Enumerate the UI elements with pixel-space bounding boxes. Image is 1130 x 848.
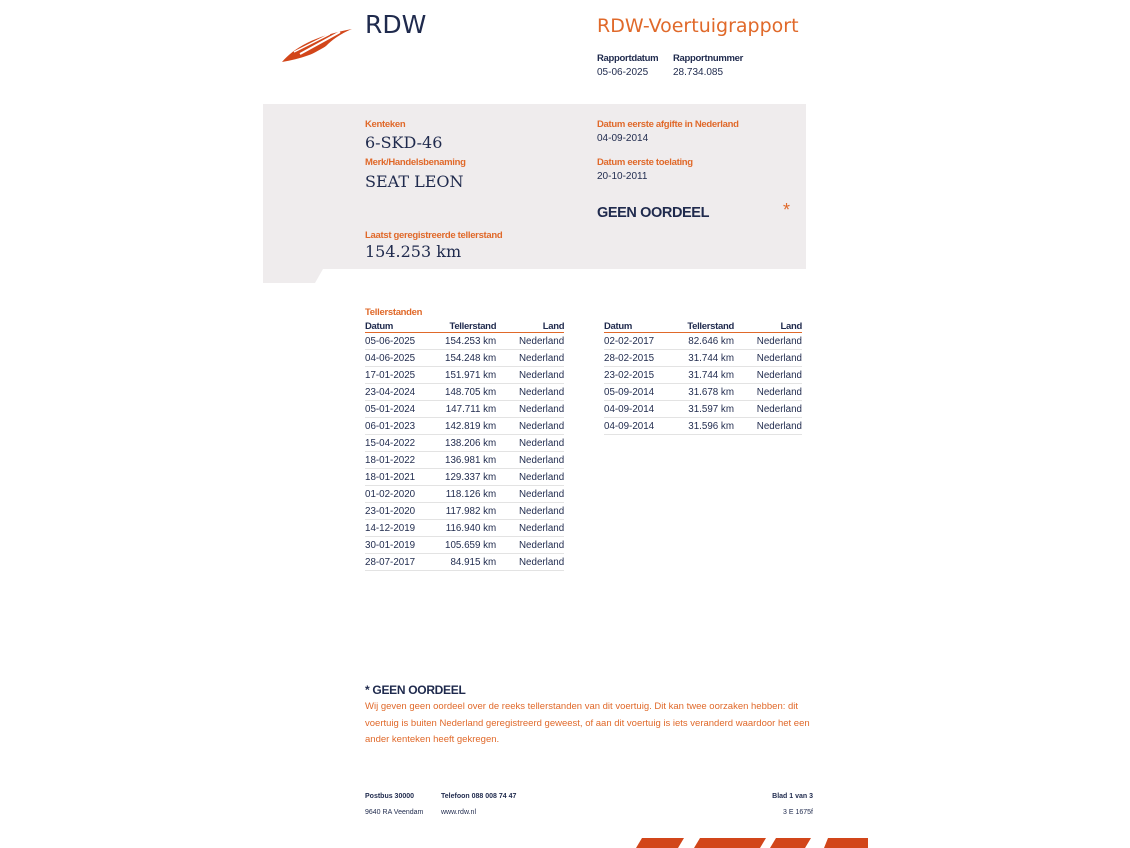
country-cell: Nederland <box>496 418 564 435</box>
rdw-wing-logo-icon <box>280 26 354 64</box>
country-cell: Nederland <box>496 367 564 384</box>
license-plate: 6-SKD-46 <box>365 133 443 152</box>
odometer-table-left-body <box>365 333 564 571</box>
table-row <box>365 333 564 350</box>
date-cell: 18-01-2021 <box>365 469 445 486</box>
table-row <box>365 503 564 520</box>
country-cell: Nederland <box>734 350 802 367</box>
odometer-table-left <box>365 320 564 571</box>
make-label: Merk/Handelsbenaming <box>365 157 466 168</box>
date-cell: 28-07-2017 <box>365 554 445 571</box>
odometer-cell: 31.744 km <box>684 367 734 384</box>
footer-document-code: 3 E 1675f <box>783 809 813 816</box>
country-cell: Nederland <box>496 486 564 503</box>
footer-page-number: Blad 1 van 3 <box>772 793 813 800</box>
odometer-cell: 136.981 km <box>445 452 496 469</box>
date-cell: 04-09-2014 <box>604 418 684 435</box>
table-row <box>365 418 564 435</box>
table-header-row <box>365 320 564 333</box>
odometer-cell: 31.596 km <box>684 418 734 435</box>
column-header-odometer: Tellerstand <box>684 320 734 333</box>
odometer-cell: 154.248 km <box>445 350 496 367</box>
odometer-cell: 84.915 km <box>445 554 496 571</box>
country-cell: Nederland <box>496 401 564 418</box>
odometer-cell: 154.253 km <box>445 333 496 350</box>
date-cell: 14-12-2019 <box>365 520 445 537</box>
odometer-cell: 138.206 km <box>445 435 496 452</box>
odometer-cell: 116.940 km <box>445 520 496 537</box>
country-cell: Nederland <box>734 333 802 350</box>
footer-phone: Telefoon 088 008 74 47 <box>441 793 517 800</box>
date-cell: 04-06-2025 <box>365 350 445 367</box>
table-header-row <box>604 320 802 333</box>
odometer-cell: 148.705 km <box>445 384 496 401</box>
country-cell: Nederland <box>496 435 564 452</box>
first-admission: 20-10-2011 <box>597 171 648 182</box>
table-row <box>365 469 564 486</box>
table-row <box>604 418 802 435</box>
column-header-date: Datum <box>604 320 684 333</box>
table-row <box>604 333 802 350</box>
odometer-cell: 118.126 km <box>445 486 496 503</box>
date-cell: 23-01-2020 <box>365 503 445 520</box>
date-cell: 01-02-2020 <box>365 486 445 503</box>
date-cell: 23-02-2015 <box>604 367 684 384</box>
verdict-note-text: Wij geven geen oordeel over de reeks tellerstanden van dit voertuig. Dit kan twee oorzaken hebben: dit voertuig is buiten Nederland geregistreerd geweest, of aan dit voertuig is iets veranderd waardoor het een ander kenteken heeft gekregen. <box>365 701 810 745</box>
verdict-note-title: * GEEN OORDEEL <box>365 683 466 697</box>
date-cell: 02-02-2017 <box>604 333 684 350</box>
table-row <box>365 350 564 367</box>
date-cell: 18-01-2022 <box>365 452 445 469</box>
country-cell: Nederland <box>734 384 802 401</box>
country-cell: Nederland <box>496 554 564 571</box>
date-cell: 05-01-2024 <box>365 401 445 418</box>
country-cell: Nederland <box>734 418 802 435</box>
table-row <box>604 384 802 401</box>
table-row <box>365 384 564 401</box>
footer-address-line1: Postbus 30000 <box>365 793 415 800</box>
verdict: GEEN OORDEEL <box>597 205 710 221</box>
report-number: 28.734.085 <box>673 67 724 78</box>
table-row <box>365 486 564 503</box>
report-date: 05-06-2025 <box>597 67 649 78</box>
country-cell: Nederland <box>496 333 564 350</box>
date-cell: 04-09-2014 <box>604 401 684 418</box>
date-cell: 23-04-2024 <box>365 384 445 401</box>
date-cell: 15-04-2022 <box>365 435 445 452</box>
odometer-table-right-body <box>604 333 802 435</box>
country-cell: Nederland <box>496 520 564 537</box>
table-row <box>365 452 564 469</box>
date-cell: 06-01-2023 <box>365 418 445 435</box>
table-row <box>604 401 802 418</box>
date-cell: 30-01-2019 <box>365 537 445 554</box>
country-cell: Nederland <box>496 384 564 401</box>
odometer-table-right <box>604 320 802 435</box>
odometer-cell: 129.337 km <box>445 469 496 486</box>
vehicle-summary-panel <box>263 104 806 283</box>
odometer-section-title: Tellerstanden <box>365 307 423 318</box>
plate-label: Kenteken <box>365 119 406 130</box>
odometer-cell: 105.659 km <box>445 537 496 554</box>
footer-address-line2: 9640 RA Veendam <box>365 809 424 816</box>
first-admission-label: Datum eerste toelating <box>597 157 693 168</box>
report-title: RDW-Voertuigrapport <box>597 15 799 37</box>
odometer-cell: 82.646 km <box>684 333 734 350</box>
decorative-stripes-icon <box>636 838 868 848</box>
last-odometer: 154.253 km <box>365 242 462 261</box>
date-cell: 05-06-2025 <box>365 333 445 350</box>
first-registration-nl-label: Datum eerste afgifte in Nederland <box>597 119 739 130</box>
odometer-cell: 147.711 km <box>445 401 496 418</box>
date-cell: 05-09-2014 <box>604 384 684 401</box>
verdict-asterisk: * <box>783 200 791 220</box>
column-header-date: Datum <box>365 320 445 333</box>
odometer-cell: 31.744 km <box>684 350 734 367</box>
country-cell: Nederland <box>496 503 564 520</box>
brand-name: RDW <box>365 10 427 39</box>
report-date-label: Rapportdatum <box>597 53 659 64</box>
country-cell: Nederland <box>496 350 564 367</box>
report-number-label: Rapportnummer <box>673 53 743 64</box>
date-cell: 17-01-2025 <box>365 367 445 384</box>
column-header-odometer: Tellerstand <box>445 320 496 333</box>
column-header-country: Land <box>734 320 802 333</box>
table-row <box>365 435 564 452</box>
country-cell: Nederland <box>734 367 802 384</box>
table-row <box>604 367 802 384</box>
odometer-cell: 31.597 km <box>684 401 734 418</box>
footer-website: www.rdw.nl <box>441 809 477 816</box>
country-cell: Nederland <box>496 469 564 486</box>
table-row <box>365 554 564 571</box>
country-cell: Nederland <box>734 401 802 418</box>
table-row <box>365 537 564 554</box>
country-cell: Nederland <box>496 452 564 469</box>
first-registration-nl: 04-09-2014 <box>597 133 649 144</box>
table-row <box>604 350 802 367</box>
make-model: SEAT LEON <box>365 172 464 191</box>
last-odometer-label: Laatst geregistreerde tellerstand <box>365 230 503 241</box>
country-cell: Nederland <box>496 537 564 554</box>
date-cell: 28-02-2015 <box>604 350 684 367</box>
table-row <box>365 367 564 384</box>
column-header-country: Land <box>496 320 564 333</box>
table-row <box>365 520 564 537</box>
odometer-cell: 151.971 km <box>445 367 496 384</box>
odometer-cell: 31.678 km <box>684 384 734 401</box>
odometer-cell: 117.982 km <box>445 503 496 520</box>
odometer-cell: 142.819 km <box>445 418 496 435</box>
table-row <box>365 401 564 418</box>
